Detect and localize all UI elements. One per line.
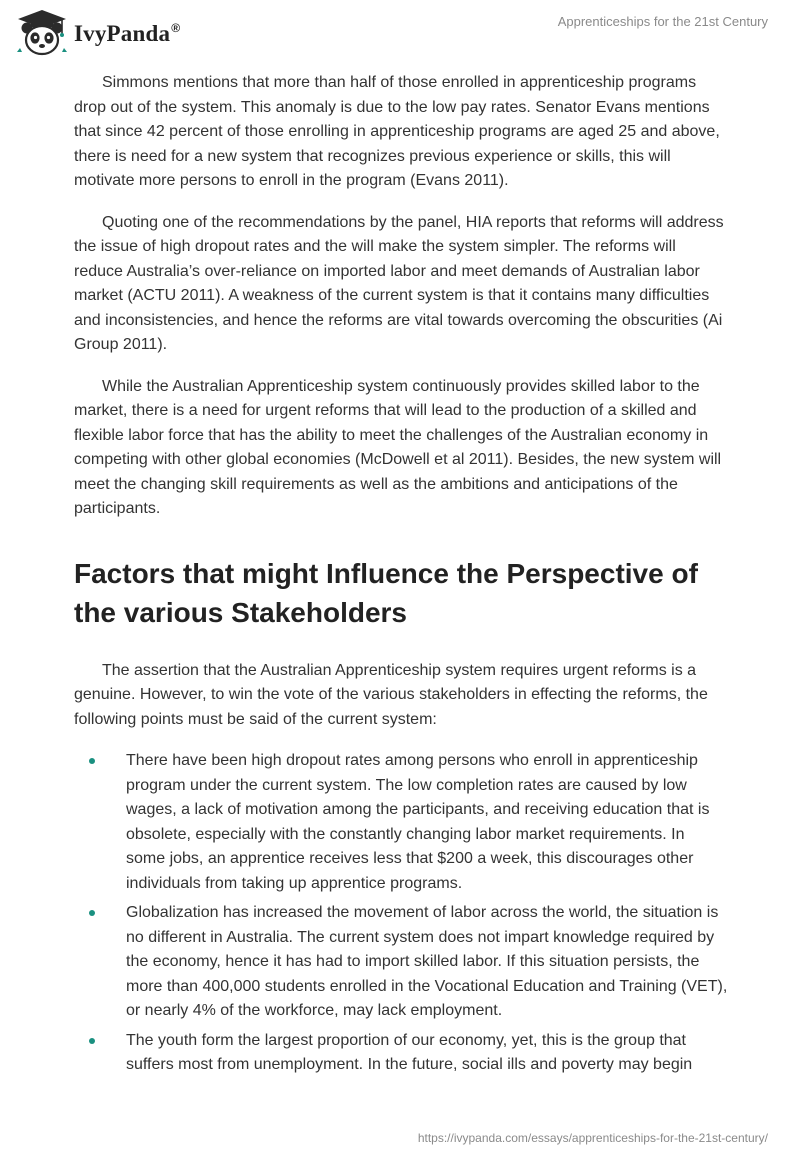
source-url-link[interactable]: https://ivypanda.com/essays/apprenticeships-for-the-21st-century/ [417,1131,768,1145]
ivypanda-logo[interactable] [14,8,180,58]
list-item-text: There have been high dropout rates among persons who enroll in apprenticeship program under the current system. The low completion rates are caused by low wages, a lack of motivation among the participants, and receiving education that is obsolete, especially with the constantly changing labor market requirements. In some jobs, an apprentice receives less that $200 a week, this discourages other individuals from taking up apprentice programs. [126,752,710,892]
bullet-dot-icon [89,1038,95,1044]
list-item [74,749,728,896]
section-intro: The assertion that the Australian Apprenticeship system requires urgent reforms is a genuine. However, to win the vote of the various stakeholders in effecting the reforms, the following points must be said of the current system: [74,661,708,728]
paragraph: Quoting one of the recommendations by the panel, HIA reports that reforms will address the issue of high dropout rates and the will make the system simpler. The reforms will reduce Australia’s over-reliance on imported labor and meet demands of Australian labor market (ACTU 2011). A weakness of the current system is that it contains many difficulties and inconsistencies, and hence the reforms are vital towards overcoming the obscurities (Ai Group 2011). [74,213,724,353]
panda-graduate-icon [14,8,70,58]
list-item-text: The youth form the largest proportion of our economy, yet, this is the group that suffers most from unemployment. In the future, social ills and poverty may begin [126,1031,693,1073]
list-item [74,901,728,1024]
list-item-text: Globalization has increased the movement of labor across the world, the situation is no different in Australia. The current system does not impart knowledge required by the economy, hence it has had to import skilled labor. If this situation persists, the more than 400,000 students enrolled in the Vocational Education and Training (VET), or nearly 4% of the workforce, may lack employment. [126,904,728,1019]
paragraph: Simmons mentions that more than half of those enrolled in apprenticeship programs drop out of the system. This anomaly is due to the low pay rates. Senator Evans mentions that since 42 percent of those enrolling in apprenticeship programs are aged 25 and above, there is need for a new system that recognizes previous experience or skills, this will motivate more persons to enroll in the program (Evans 2011). [74,74,720,189]
section-heading: Factors that might Influence the Perspective of the various Stakeholders [74,557,698,628]
list-item [74,1029,728,1078]
registered-mark: ® [171,21,181,35]
document-title: Apprenticeships for the 21st Century [557,14,768,29]
bullet-dot-icon [89,910,95,916]
page-header [0,0,800,72]
paragraph: While the Australian Apprenticeship system continuously provides skilled labor to the market, there is a need for urgent reforms that will lead to the production of a skilled and flexible labor force that has the ability to meet the challenges of the Australian economy in competing with other global economies (McDowell et al 2011). Besides, the new system will meet the changing skill requirements as well as the ambitions and anticipations of the participants. [74,377,722,517]
bullet-dot-icon [89,758,95,764]
bullet-list [74,749,728,1078]
article-body [74,71,728,1083]
logo-wordmark: IvyPanda® [74,21,181,46]
